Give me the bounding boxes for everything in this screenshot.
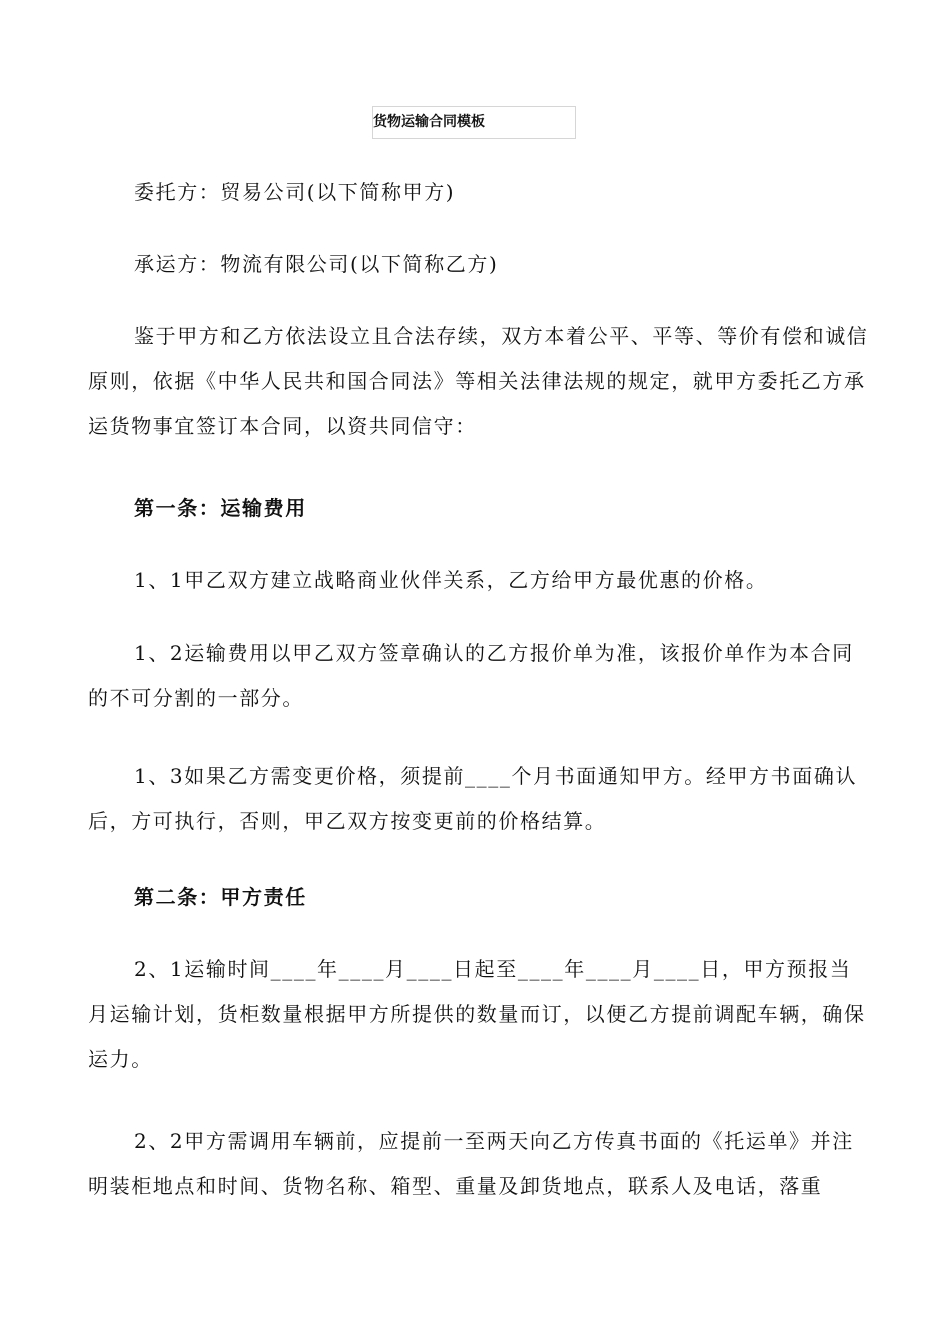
client-party-line: 委托方：贸易公司(以下简称甲方) [134,180,456,204]
document-title-box [372,106,576,139]
article-1-heading: 第一条：运输费用 [134,496,307,520]
clause-2-2: 2、2甲方需调用车辆前，应提前一至两天向乙方传真书面的《托运单》并注明装柜地点和时间、货物名称、箱型、重量及卸货地点，联系人及电话，落重 [88,1129,854,1198]
preamble-paragraph: 鉴于甲方和乙方依法设立且合法存续，双方本着公平、平等、等价有偿和诚信原则，依据《中华人民共和国合同法》等相关法律法规的规定，就甲方委托乙方承运货物事宜签订本合同，以资共同信守： [88,324,869,438]
clause-1-1: 1、1甲乙双方建立战略商业伙伴关系，乙方给甲方最优惠的价格。 [134,568,768,592]
carrier-party-line: 承运方：物流有限公司(以下简称乙方) [134,252,499,276]
document-title: 货物运输合同模板 [373,114,485,130]
clause-1-2: 1、2运输费用以甲乙双方签章确认的乙方报价单为准，该报价单作为本合同的不可分割的一部分。 [88,641,854,710]
clause-1-3: 1、3如果乙方需变更价格，须提前____个月书面通知甲方。经甲方书面确认后，方可执行，否则，甲乙双方按变更前的价格结算。 [88,764,858,833]
clause-2-1: 2、1运输时间____年____月____日起至____年____月____日，甲方预报当月运输计划，货柜数量根据甲方所提供的数量而订，以便乙方提前调配车辆，确保运力。 [88,957,866,1071]
article-2-heading: 第二条：甲方责任 [134,885,307,909]
